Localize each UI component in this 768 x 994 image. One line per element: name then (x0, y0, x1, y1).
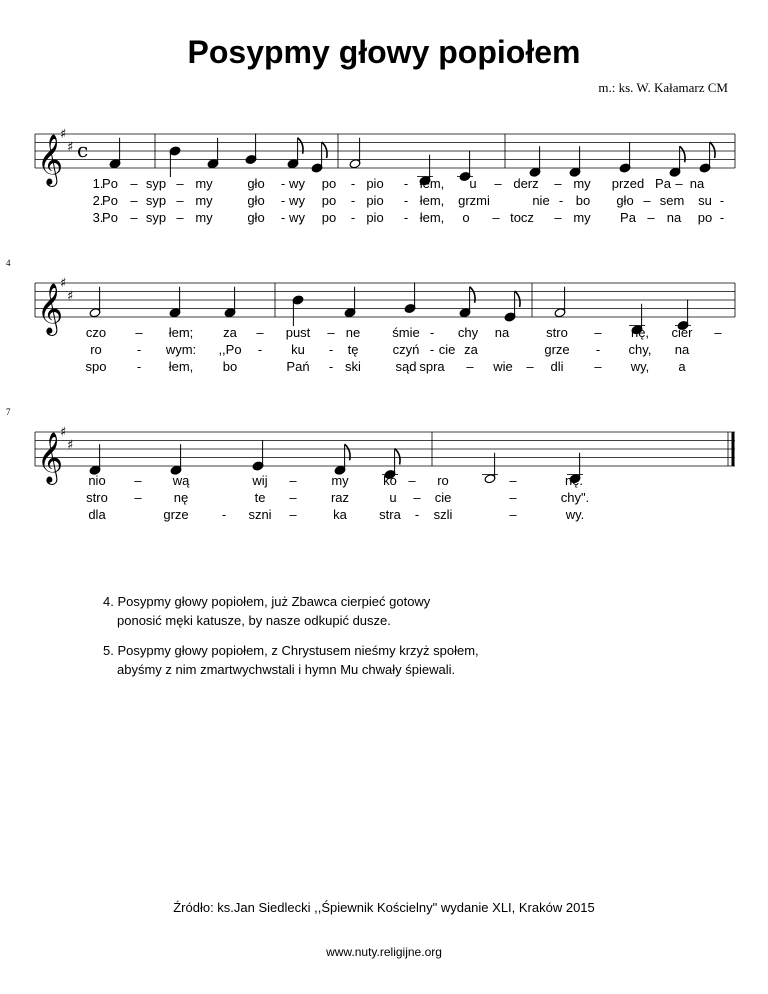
sharp-icon: ♯ (67, 288, 74, 304)
lyric-syllable: wym: (165, 342, 197, 357)
lyric-syllable: stra (379, 507, 401, 522)
lyric-syllable: stro (86, 490, 108, 505)
lyric-syllable: - (350, 193, 356, 208)
lyric-syllable: pio (366, 210, 384, 225)
lyric-syllable: chy, (628, 342, 652, 357)
lyric-syllable: cie (434, 490, 452, 505)
lyric-syllable: - (221, 507, 227, 522)
lyric-syllable: – (643, 193, 651, 208)
lyric-syllable: – (466, 359, 474, 374)
lyric-syllable: 2. (92, 193, 104, 208)
lyric-syllable: wy, (630, 359, 650, 374)
lyric-syllable: tę (347, 342, 359, 357)
lyric-syllable: po (697, 210, 713, 225)
lyric-syllable: – (509, 507, 517, 522)
lyric-syllable: - (403, 210, 409, 225)
lyric-syllable: sem (659, 193, 685, 208)
lyric-syllable: – (327, 325, 335, 340)
lyric-syllable: gło (247, 193, 265, 208)
verse-line: ponosić męki katusze, by nasze odkupić dusze. (117, 613, 391, 628)
lyric-syllable: po (321, 176, 337, 191)
lyric-syllable: - (414, 507, 420, 522)
lyric-syllable: – (130, 176, 138, 191)
lyric-syllable: - (257, 342, 263, 357)
lyric-syllable: łem, (168, 359, 194, 374)
sharp-icon: ♯ (67, 437, 74, 453)
lyric-syllable: szni (248, 507, 272, 522)
lyric-syllable: – (176, 210, 184, 225)
lyric-syllable: - (136, 359, 142, 374)
lyric-syllable: my (331, 473, 349, 488)
lyric-syllable: tocz (510, 210, 534, 225)
lyric-syllable: bo (222, 359, 238, 374)
lyric-syllable: po (321, 210, 337, 225)
lyric-syllable: syp (145, 193, 167, 208)
lyric-syllable: Pa (620, 210, 636, 225)
lyric-syllable: gło (247, 210, 265, 225)
lyric-syllable: my (573, 176, 591, 191)
lyric-syllable: – (289, 507, 297, 522)
lyric-syllable: - (595, 342, 601, 357)
treble-clef-icon: 𝄞 (37, 134, 64, 185)
lyric-syllable: chy (457, 325, 479, 340)
measure-number: 4 (6, 258, 11, 268)
lyric-syllable: wie (493, 359, 513, 374)
lyric-syllable: ka (333, 507, 347, 522)
lyric-syllable: 3. (92, 210, 104, 225)
lyric-syllable: ko (383, 473, 397, 488)
lyric-syllable: cie (438, 342, 456, 357)
website-link[interactable]: www.nuty.religijne.org (326, 945, 442, 959)
lyric-syllable: – (256, 325, 264, 340)
lyric-syllable: – (176, 176, 184, 191)
lyric-syllable: – (554, 210, 562, 225)
lyric-syllable: – (135, 325, 143, 340)
verse-line: 5. Posypmy głowy popiołem, z Chrystusem nieśmy krzyż społem, (103, 643, 479, 658)
lyric-syllable: su (698, 193, 712, 208)
lyric-syllable: – (714, 325, 722, 340)
lyric-syllable: grze (163, 507, 189, 522)
lyric-syllable: spra (419, 359, 445, 374)
lyric-syllable: - (558, 193, 564, 208)
lyric-syllable: Po (102, 210, 118, 225)
lyric-syllable: spo (85, 359, 107, 374)
sharp-icon: ♯ (60, 425, 67, 440)
lyric-syllable: na (494, 325, 510, 340)
lyric-syllable: ku (291, 342, 305, 357)
lyric-syllable: - (403, 193, 409, 208)
song-title: Posypmy głowy popiołem (187, 34, 581, 70)
lyric-syllable: czyń (392, 342, 420, 357)
lyric-syllable: gło (616, 193, 634, 208)
lyric-syllable: chy". (560, 490, 590, 505)
lyric-syllable: pio (366, 193, 384, 208)
lyric-syllable: – (130, 193, 138, 208)
lyric-syllable: na (666, 210, 682, 225)
lyric-syllable: – (526, 359, 534, 374)
lyric-syllable: o (462, 210, 470, 225)
composer-credit: m.: ks. W. Kałamarz CM (598, 80, 728, 95)
lyric-syllable: wij (252, 473, 268, 488)
lyric-syllable: czo (85, 325, 107, 340)
lyric-syllable: pio (366, 176, 384, 191)
lyric-syllable: syp (145, 210, 167, 225)
sharp-icon: ♯ (60, 127, 67, 142)
lyric-syllable: Pa (655, 176, 671, 191)
lyric-syllable: sąd (395, 359, 417, 374)
lyric-syllable: śmie (392, 325, 420, 340)
lyric-syllable: po (321, 193, 337, 208)
lyric-syllable: nie (532, 193, 550, 208)
lyric-syllable: łem, (419, 210, 445, 225)
lyric-syllable: u (469, 176, 477, 191)
sharp-icon: ♯ (67, 139, 74, 155)
lyric-syllable: Po (102, 193, 118, 208)
verse-line: 4. Posypmy głowy popiołem, już Zbawca cierpieć gotowy (103, 594, 431, 609)
lyric-syllable: – (176, 193, 184, 208)
note-flag (395, 449, 400, 465)
lyric-syllable: - (403, 176, 409, 191)
measure-number: 7 (6, 407, 11, 417)
time-signature: c (77, 138, 89, 162)
lyric-syllable: my (195, 176, 213, 191)
lyric-syllable: – (509, 490, 517, 505)
lyric-syllable: ,,Po (218, 342, 242, 357)
lyric-syllable: a (678, 359, 686, 374)
lyric-syllable: – (554, 176, 562, 191)
lyric-syllable: nę (173, 490, 189, 505)
lyric-syllable: ro (90, 342, 102, 357)
lyric-syllable: na (674, 342, 690, 357)
treble-clef-icon: 𝄞 (37, 283, 64, 334)
verse-5 (103, 641, 479, 679)
lyric-syllable: - (350, 176, 356, 191)
lyric-syllable: - (719, 193, 725, 208)
lyric-syllable: - (328, 359, 334, 374)
note-flag (710, 142, 715, 158)
lyric-syllable: – (594, 325, 602, 340)
lyric-syllable: za (464, 342, 478, 357)
lyric-syllable: wy (289, 210, 305, 225)
lyric-syllable: - (328, 342, 334, 357)
lyric-syllable: – (134, 490, 142, 505)
treble-clef-icon: 𝄞 (37, 432, 64, 483)
lyric-syllable: - (136, 342, 142, 357)
lyric-syllable: łem; (168, 325, 194, 340)
lyric-syllable: dli (550, 359, 564, 374)
lyric-syllable: – (289, 490, 297, 505)
verse-4 (103, 592, 430, 630)
lyric-syllable: nio (88, 473, 106, 488)
lyric-syllable: my (195, 193, 213, 208)
source-citation: Źródło: ks.Jan Siedlecki ,,Śpiewnik Kościelny" wydanie XLI, Kraków 2015 (173, 900, 595, 915)
lyric-syllable: wy (289, 176, 305, 191)
lyric-syllable: gło (247, 176, 265, 191)
lyric-syllable: – (675, 176, 683, 191)
lyric-syllable: wą (172, 473, 190, 488)
lyric-syllable: - (719, 210, 725, 225)
lyric-syllable: - (429, 342, 435, 357)
lyric-syllable: na (689, 176, 705, 191)
lyric-syllable: 1. (92, 176, 104, 191)
lyric-syllable: łem, (419, 176, 445, 191)
lyric-syllable: cier (671, 325, 693, 340)
lyric-syllable: stro (546, 325, 568, 340)
lyric-syllable: pust (285, 325, 311, 340)
lyric-syllable: ne (345, 325, 361, 340)
lyric-syllable: - (280, 176, 286, 191)
sharp-icon: ♯ (60, 276, 67, 291)
lyric-syllable: - (280, 193, 286, 208)
lyric-syllable: grzmi (458, 193, 490, 208)
lyric-syllable: u (389, 490, 397, 505)
lyric-syllable: – (492, 210, 500, 225)
lyric-syllable: – (408, 473, 416, 488)
lyric-syllable: – (494, 176, 502, 191)
lyric-syllable: nę. (564, 473, 584, 488)
note-flag (515, 291, 520, 307)
lyric-syllable: syp (145, 176, 167, 191)
lyric-syllable: bo (575, 193, 591, 208)
lyric-syllable: za (223, 325, 237, 340)
lyric-syllable: Pań (286, 359, 310, 374)
lyric-syllable: raz (330, 490, 350, 505)
lyric-syllable: – (594, 359, 602, 374)
lyric-syllable: – (134, 473, 142, 488)
lyric-syllable: – (647, 210, 655, 225)
lyric-syllable: wy. (565, 507, 585, 522)
lyric-syllable: dla (88, 507, 106, 522)
lyric-syllable: nę, (630, 325, 650, 340)
lyric-syllable: szli (433, 507, 453, 522)
lyric-syllable: ski (345, 359, 361, 374)
note-flag (322, 142, 327, 158)
lyric-syllable: grze (544, 342, 570, 357)
lyric-syllable: derz (513, 176, 539, 191)
lyric-syllable: Po (102, 176, 118, 191)
lyric-syllable: – (413, 490, 421, 505)
lyric-syllable: – (289, 473, 297, 488)
lyric-syllable: – (130, 210, 138, 225)
lyric-syllable: my (573, 210, 591, 225)
lyric-syllable: - (429, 325, 435, 340)
lyric-syllable: – (509, 473, 517, 488)
lyric-syllable: przed (611, 176, 645, 191)
lyric-syllable: wy (289, 193, 305, 208)
lyric-syllable: te (254, 490, 266, 505)
lyric-syllable: - (280, 210, 286, 225)
lyric-syllable: łem, (419, 193, 445, 208)
lyric-syllable: - (350, 210, 356, 225)
lyric-syllable: ro (437, 473, 449, 488)
lyric-syllable: my (195, 210, 213, 225)
verse-line: abyśmy z nim zmartwychwstali i hymn Mu chwały śpiewali. (117, 662, 456, 677)
